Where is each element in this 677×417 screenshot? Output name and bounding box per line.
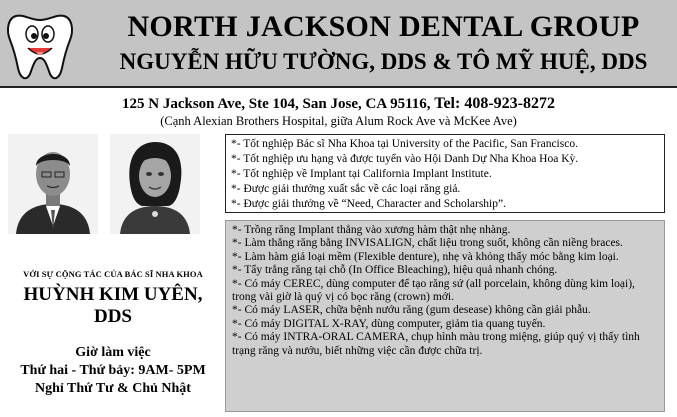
service-item: *- Tẩy trắng răng tại chỗ (In Office Bleaching), hiệu quả nhanh chóng.: [232, 264, 558, 277]
header-band: [0, 0, 677, 88]
office-hours: [4, 344, 222, 398]
tooth-mascot-icon: [2, 2, 78, 86]
group-name: NORTH JACKSON DENTAL GROUP: [127, 10, 640, 43]
services-box: [225, 220, 665, 412]
associate-name: HUỲNH KIM UYÊN, DDS: [23, 284, 203, 327]
service-item: *- Có máy CEREC, dùng computer để tạo răng sứ (all porcelain, không dùng kim loại), trong vài giờ là quý vị có bọc răng (crown) mới.: [232, 277, 635, 304]
doctor-photo-female: [110, 134, 200, 234]
credential-item: *- Tốt nghiệp ưu hạng và được tuyển vào Hội Danh Dự Nha Khoa Hoa Kỳ.: [231, 153, 579, 165]
doctors-names: NGUYỄN HỮU TƯỜNG, DDS & TÔ MỸ HUỆ, DDS: [119, 49, 648, 74]
service-item: *- Có máy DIGITAL X-RAY, dùng computer, giảm tia quang tuyến.: [232, 317, 546, 330]
phone-number: Tel: 408-923-8272: [434, 95, 555, 112]
service-item: *- Có máy INTRA-ORAL CAMERA, chụp hình màu trong miệng, giúp quý vị thấy tình trạng răng và nướu, biết những việc cần được chữa trị.: [232, 331, 640, 357]
credential-item: *- Được giải thưởng xuất sắc về các loại răng giả.: [231, 183, 461, 195]
credential-item: *- Tốt nghiệp về Implant tại California Implant Institute.: [231, 168, 492, 180]
doctor-photo-male: [8, 134, 98, 234]
hours-title: Giờ làm việc: [75, 345, 151, 360]
service-item: *- Làm hàm giả loại mềm (Flexible denture), nhẹ và khỏng thấy móc bằng kim loại.: [232, 250, 619, 263]
associate-label: VỚI SỰ CỘNG TÁC CỦA BÁC SĨ NHA KHOA: [23, 269, 203, 279]
service-item: *- Trồng răng Implant thẳng vào xương hàm thật nhẹ nhàng.: [232, 224, 511, 236]
hours-weekdays: Thứ hai - Thứ bảy: 9AM- 5PM: [20, 363, 206, 378]
address-line: [0, 95, 677, 113]
credentials-box: [225, 134, 665, 213]
service-item: *- Có máy LASER, chữa bệnh nướu răng (gum desease) không cần giải phẫu.: [232, 304, 591, 317]
location-note: (Cạnh Alexian Brothers Hospital, giữa Alum Rock Ave và McKee Ave): [160, 114, 517, 128]
hours-closed: Nghỉ Thứ Tư & Chủ Nhật: [35, 381, 191, 396]
service-item: *- Làm thẳng răng bằng INVISALIGN, chất liệu trong suốt, không cần niềng braces.: [232, 237, 623, 250]
street-address: 125 N Jackson Ave, Ste 104, San Jose, CA 95116,: [122, 96, 431, 112]
credential-item: *- Tốt nghiệp Bác sĩ Nha Khoa tại University of the Pacific, San Francisco.: [231, 138, 578, 150]
credential-item: *- Được giải thưởng về “Need, Character and Scholarship”.: [231, 198, 506, 210]
